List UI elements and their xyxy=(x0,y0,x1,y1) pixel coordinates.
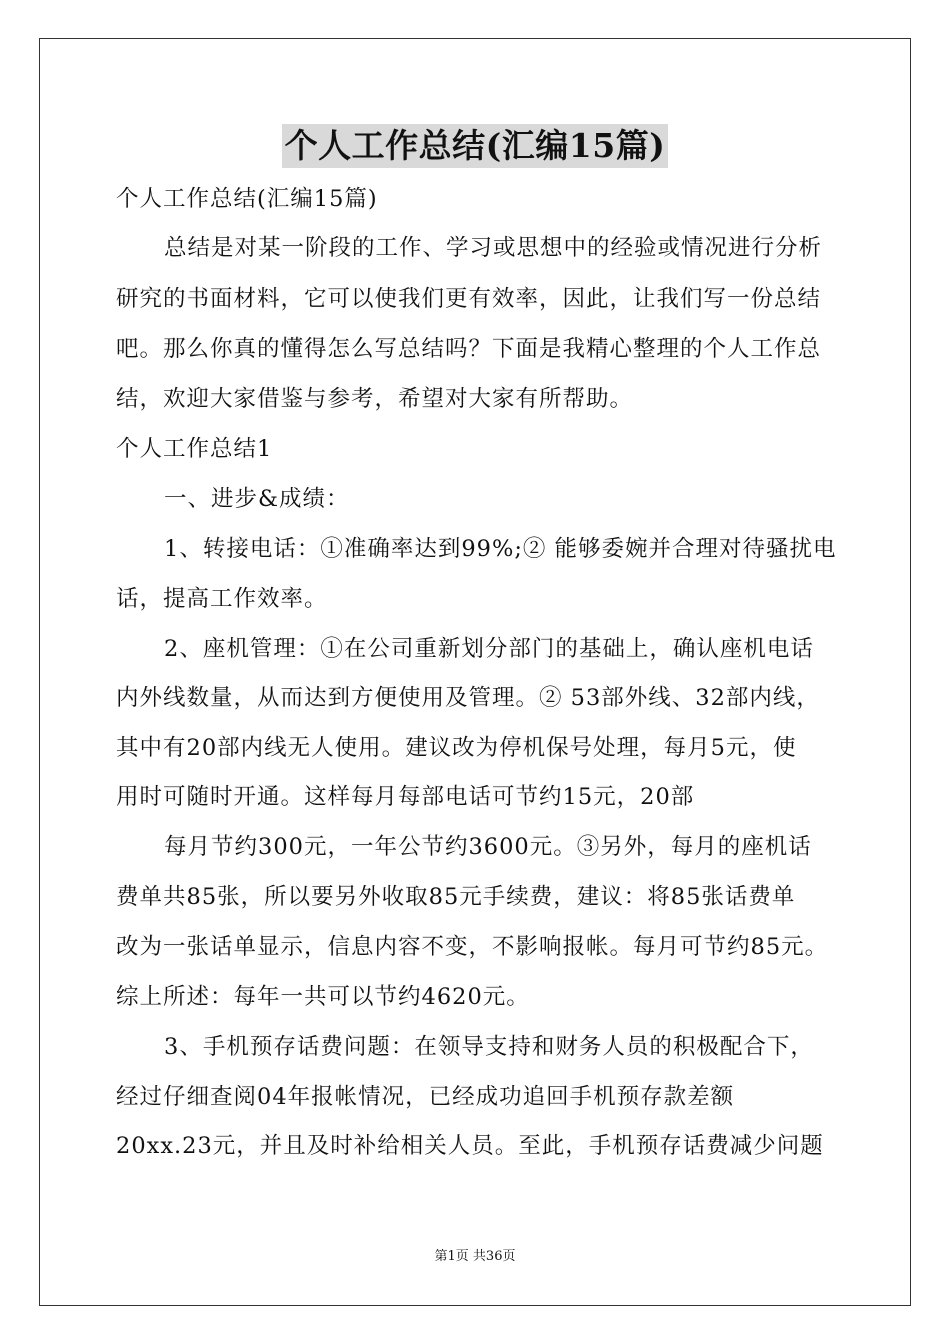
paragraph-line: 2、座机管理：①在公司重新划分部门的基础上，确认座机电话 xyxy=(164,636,814,662)
paragraph-line: 一、进步&成绩： xyxy=(164,486,350,512)
paragraph-line: 每月节约300元，一年公节约3600元。③另外，每月的座机话 xyxy=(164,834,812,860)
paragraph-line: 吧。那么你真的懂得怎么写总结吗？下面是我精心整理的个人工作总 xyxy=(116,336,822,362)
title-container xyxy=(0,124,950,168)
paragraph-line: 1、转接电话：①准确率达到99%;② 能够委婉并合理对待骚扰电 xyxy=(164,536,837,562)
paragraph-line: 3、手机预存话费问题：在领导支持和财务人员的积极配合下， xyxy=(164,1034,814,1060)
document-title: 个人工作总结(汇编15篇) xyxy=(282,124,669,168)
paragraph-line: 费单共85张，所以要另外收取85元手续费，建议：将85张话费单 xyxy=(116,884,796,910)
page-footer: 第1页 共36页 xyxy=(434,1249,516,1264)
page-border xyxy=(39,38,911,1306)
paragraph-line: 内外线数量，从而达到方便使用及管理。② 53部外线、32部内线， xyxy=(116,685,820,711)
paragraph-line: 结，欢迎大家借鉴与参考，希望对大家有所帮助。 xyxy=(116,386,634,412)
paragraph-line: 用时可随时开通。这样每月每部电话可节约15元，20部 xyxy=(116,784,695,810)
paragraph-line: 总结是对某一阶段的工作、学习或思想中的经验或情况进行分析 xyxy=(164,235,823,261)
paragraph-line: 20xx.23元，并且及时补给相关人员。至此，手机预存话费减少问题 xyxy=(116,1133,824,1159)
paragraph-line: 话，提高工作效率。 xyxy=(116,586,328,612)
paragraph-line: 综上所述：每年一共可以节约4620元。 xyxy=(116,984,530,1010)
paragraph-line: 其中有20部内线无人使用。建议改为停机保号处理，每月5元，使 xyxy=(116,735,797,761)
paragraph-line: 改为一张话单显示，信息内容不变，不影响报帐。每月可节约85元。 xyxy=(116,934,829,960)
section-heading: 个人工作总结1 xyxy=(116,436,273,462)
paragraph-line: 经过仔细查阅04年报帐情况，已经成功追回手机预存款差额 xyxy=(116,1084,735,1110)
paragraph-line: 研究的书面材料，它可以使我们更有效率，因此，让我们写一份总结 xyxy=(116,286,822,312)
subtitle-line: 个人工作总结(汇编15篇) xyxy=(116,186,378,212)
